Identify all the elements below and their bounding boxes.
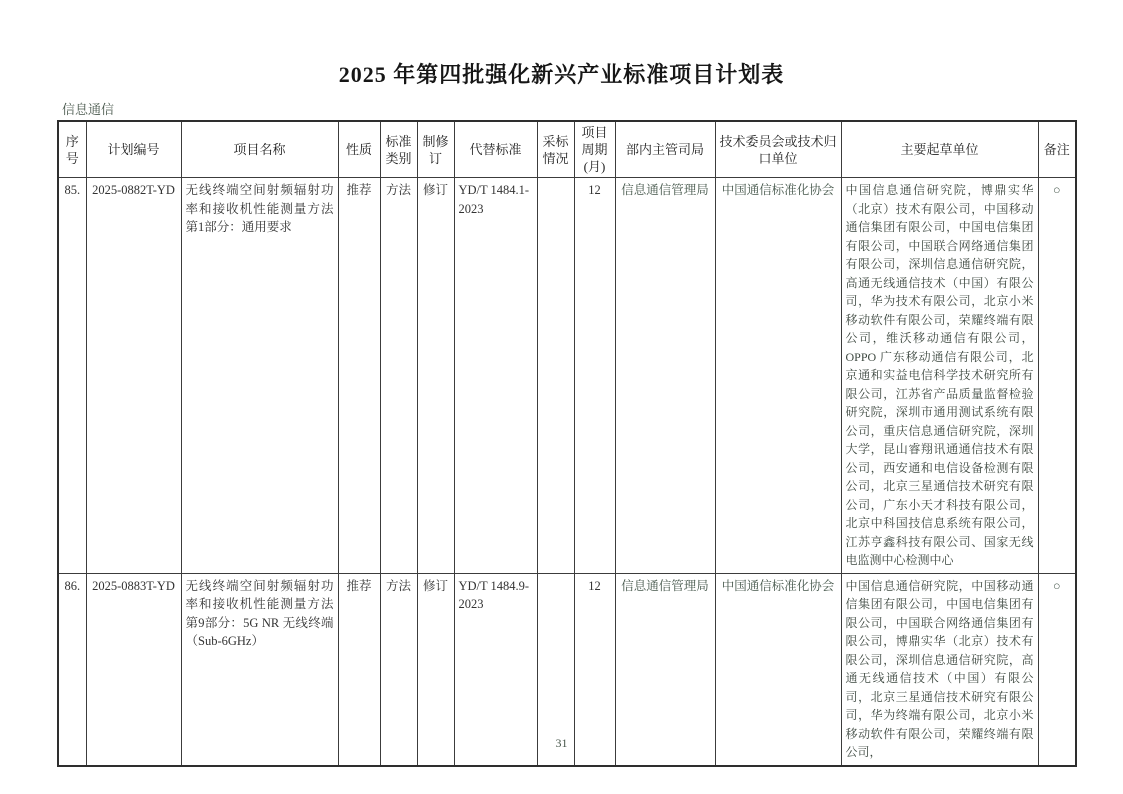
standards-plan-table xyxy=(57,120,1077,767)
section-label: 信息通信 xyxy=(62,102,115,117)
cell-dept: 信息通信管理局 xyxy=(615,178,715,574)
table-row-85 xyxy=(58,178,1076,574)
page-title: 2025 年第四批强化新兴产业标准项目计划表 xyxy=(338,62,785,87)
col-header-committee: 技术委员会或技术归口单位 xyxy=(715,121,841,178)
cell-plan-no: 2025-0882T-YD xyxy=(86,178,181,574)
cell-remark: ○ xyxy=(1038,178,1076,574)
cell-committee: 中国通信标准化协会 xyxy=(715,573,841,766)
cell-nature: 推荐 xyxy=(338,178,380,574)
cell-revision: 修订 xyxy=(417,573,454,766)
cell-category: 方法 xyxy=(380,178,417,574)
col-header-project-name: 项目名称 xyxy=(181,121,338,178)
cell-drafting-units: 中国信息通信研究院，中国移动通信集团有限公司，中国电信集团有限公司，中国联合网络通信集团有限公司，博鼎实华（北京）技术有限公司，深圳信息通信研究院，高通无线通信技术（中国）有限公司，北京三星通信技术研究有限公司，华为终端有限公司，北京小米移动软件有限公司，荣耀终端有限公司， xyxy=(841,573,1038,766)
col-header-adoption-status: 采标情况 xyxy=(537,121,574,178)
cell-nature: 推荐 xyxy=(338,573,380,766)
col-header-plan-no: 计划编号 xyxy=(86,121,181,178)
col-header-remark: 备注 xyxy=(1038,121,1076,178)
cell-committee: 中国通信标准化协会 xyxy=(715,178,841,574)
col-header-nature: 性质 xyxy=(338,121,380,178)
cell-revision: 修订 xyxy=(417,178,454,574)
cell-seq: 86. xyxy=(58,573,86,766)
col-header-drafting-units: 主要起草单位 xyxy=(841,121,1038,178)
cell-remark: ○ xyxy=(1038,573,1076,766)
cell-seq: 85. xyxy=(58,178,86,574)
cell-project-name: 无线终端空间射频辐射功率和接收机性能测量方法 第9部分：5G NR 无线终端（Sub-6GHz） xyxy=(181,573,338,766)
col-header-dept: 部内主管司局 xyxy=(615,121,715,178)
cell-drafting-units: 中国信息通信研究院，博鼎实华（北京）技术有限公司，中国移动通信集团有限公司，中国电信集团有限公司，中国联合网络通信集团有限公司，深圳信息通信研究院，高通无线通信技术（中国）有限公司，华为技术有限公司，北京小米移动软件有限公司，荣耀终端有限公司，维沃移动通信有限公司，OPPO 广东移动通信有限公司，北京通和实益电信科学技术研究所有限公司，江苏省产品质量监督检验研究院，深圳市通用测试系统有限公司，重庆信息通信研究院，深圳大学，昆山睿翔讯通通信技术有限公司，西安通和电信设备检测有限公司，北京三星通信技术研究有限公司，广东小天才科技有限公司，北京中科国技信息系统有限公司，江苏亨鑫科技有限公司、国家无线电监测中心检测中心 xyxy=(841,178,1038,574)
col-header-category: 标准类别 xyxy=(380,121,417,178)
cell-category: 方法 xyxy=(380,573,417,766)
cell-replaced-standard: YD/T 1484.9-2023 xyxy=(454,573,537,766)
cell-dept: 信息通信管理局 xyxy=(615,573,715,766)
col-header-replaced-standard: 代替标准 xyxy=(454,121,537,178)
cell-cycle-months: 12 xyxy=(574,178,615,574)
cell-adoption-status xyxy=(537,178,574,574)
col-header-cycle-months: 项目周期(月) xyxy=(574,121,615,178)
cell-plan-no: 2025-0883T-YD xyxy=(86,573,181,766)
cell-project-name: 无线终端空间射频辐射功率和接收机性能测量方法 第1部分：通用要求 xyxy=(181,178,338,574)
cell-replaced-standard: YD/T 1484.1-2023 xyxy=(454,178,537,574)
col-header-seq: 序号 xyxy=(58,121,86,178)
col-header-revision: 制修订 xyxy=(417,121,454,178)
page-number: 31 xyxy=(555,736,568,750)
cell-cycle-months: 12 xyxy=(574,573,615,766)
table-header-row xyxy=(58,121,1076,178)
